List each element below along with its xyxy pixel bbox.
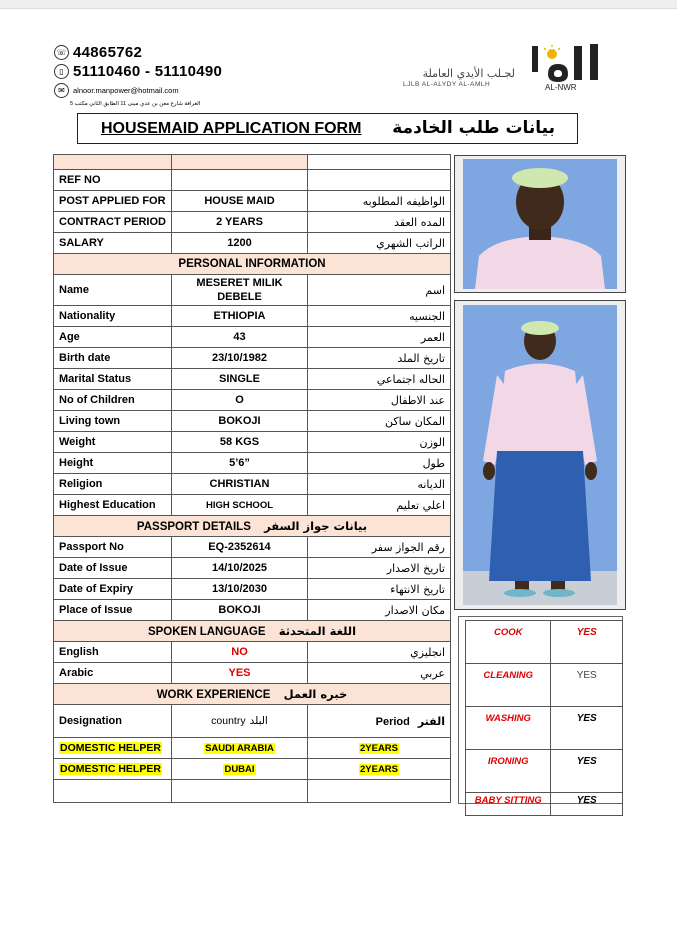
work-1-country: SAUDI ARABIA — [205, 742, 274, 754]
passport-heading-arabic: بيانات جواز السفر — [264, 519, 368, 533]
salary-value: 1200 — [172, 233, 308, 254]
skill-cleaning-value: YES — [551, 664, 623, 707]
row-work-1 — [54, 738, 451, 759]
education-label: Highest Education — [54, 495, 172, 516]
children-arabic: عند الاطفال — [308, 390, 451, 411]
row-religion — [54, 474, 451, 495]
contact-block — [54, 43, 222, 107]
passport-no-value: EQ-2352614 — [172, 537, 308, 558]
skill-baby-sitting-label: BABY SITTING — [466, 793, 551, 816]
nationality-arabic: الجنسيه — [308, 306, 451, 327]
work-heading-english: WORK EXPERIENCE — [156, 689, 271, 701]
email: alnoor.manpower@hotmail.com — [73, 86, 179, 95]
row-living-town — [54, 411, 451, 432]
education-value: HIGH SCHOOL — [172, 495, 308, 516]
address: الغرافة شارع معن بن عدي مبنى 11 الطابق الثاني مكتب 5 — [70, 101, 201, 107]
form-title-english: HOUSEMAID APPLICATION FORM — [101, 120, 362, 137]
issue-date-value: 14/10/2025 — [172, 558, 308, 579]
portrait-photo — [454, 155, 626, 293]
ref-no-arabic — [308, 170, 451, 191]
logo-english-text: LJLB AL-ALYDY AL-AMLH — [403, 81, 491, 88]
row-contract-period — [54, 212, 451, 233]
name-arabic: اسم — [308, 275, 451, 306]
application-table — [53, 154, 451, 803]
row-no-of-children — [54, 390, 451, 411]
skills-table — [465, 620, 623, 816]
row-work-2 — [54, 759, 451, 780]
post-applied-value: HOUSE MAID — [172, 191, 308, 212]
work-2-designation: DOMESTIC HELPER — [60, 763, 161, 775]
row-date-of-expiry — [54, 579, 451, 600]
section-personal-information — [54, 254, 451, 275]
work-2-period: 2YEARS — [359, 763, 398, 775]
ref-no-label: REF NO — [54, 170, 172, 191]
header-strip-row — [54, 155, 451, 170]
section-work-experience — [54, 684, 451, 705]
nationality-label: Nationality — [54, 306, 172, 327]
skill-row-cook — [466, 621, 623, 664]
expiry-date-arabic: تاريخ الانتهاء — [308, 579, 451, 600]
birth-date-arabic: تاريخ الملد — [308, 348, 451, 369]
age-value: 43 — [172, 327, 308, 348]
marital-status-value: SINGLE — [172, 369, 308, 390]
skill-row-cleaning — [466, 664, 623, 707]
marital-status-arabic: الحاله اجتماعي — [308, 369, 451, 390]
issue-date-label: Date of Issue — [54, 558, 172, 579]
period-column-label: Period — [375, 715, 410, 728]
post-applied-label: POST APPLIED FOR — [54, 191, 172, 212]
logo-arabic-text: لجـلب الأيدي العاملة — [422, 67, 515, 80]
period-column-arabic: الفتر — [417, 714, 445, 728]
birth-date-value: 23/10/1982 — [172, 348, 308, 369]
row-nationality — [54, 306, 451, 327]
personal-information-heading: PERSONAL INFORMATION — [54, 254, 451, 275]
children-label: No of Children — [54, 390, 172, 411]
phone-2: 51110460 - 51110490 — [73, 63, 223, 80]
phone-1: 44865762 — [73, 44, 143, 61]
logo-mark-icon — [518, 44, 608, 84]
religion-label: Religion — [54, 474, 172, 495]
row-height — [54, 453, 451, 474]
phone-row-1 — [54, 43, 222, 62]
arabic-value: YES — [172, 663, 308, 684]
name-value: MESERET MILIK DEBELE — [172, 275, 308, 306]
country-column-label: country — [211, 715, 246, 727]
place-of-issue-value: BOKOJI — [172, 600, 308, 621]
row-birth-date — [54, 348, 451, 369]
row-weight — [54, 432, 451, 453]
contract-period-arabic: المده العقد — [308, 212, 451, 233]
english-arabic: انجليزي — [308, 642, 451, 663]
row-post-applied — [54, 191, 451, 212]
arabic-label: Arabic — [54, 663, 172, 684]
mobile-icon: ▯ — [54, 64, 69, 79]
weight-value: 58 KGS — [172, 432, 308, 453]
row-work-columns — [54, 705, 451, 738]
place-of-issue-arabic: مكان الاصدار — [308, 600, 451, 621]
salary-arabic: الراتب الشهري — [308, 233, 451, 254]
name-label: Name — [54, 275, 172, 306]
email-icon: ✉ — [54, 83, 69, 98]
work-2-country: DUBAI — [224, 763, 255, 775]
country-column-arabic: البلد — [249, 715, 268, 727]
skill-ironing-value: YES — [551, 750, 623, 793]
skill-washing-label: WASHING — [466, 707, 551, 750]
living-town-arabic: المكان ساكن — [308, 411, 451, 432]
height-arabic: طول — [308, 453, 451, 474]
row-ref-no — [54, 170, 451, 191]
salary-label: SALARY — [54, 233, 172, 254]
row-arabic — [54, 663, 451, 684]
education-arabic: اعلي تعليم — [308, 495, 451, 516]
designation-column-label: Designation — [54, 705, 172, 738]
work-1-designation: DOMESTIC HELPER — [60, 742, 161, 754]
row-passport-no — [54, 537, 451, 558]
place-of-issue-label: Place of Issue — [54, 600, 172, 621]
contract-period-value: 2 YEARS — [172, 212, 308, 233]
page-top-border — [0, 0, 677, 9]
skill-washing-value: YES — [551, 707, 623, 750]
row-salary — [54, 233, 451, 254]
skill-cook-label: COOK — [466, 621, 551, 664]
language-heading-english: SPOKEN LANGUAGE — [147, 626, 266, 638]
form-title-box — [77, 113, 578, 144]
work-heading-arabic: خبره العمل — [283, 687, 348, 701]
religion-value: CHRISTIAN — [172, 474, 308, 495]
email-row — [54, 81, 222, 100]
english-label: English — [54, 642, 172, 663]
nationality-value: ETHIOPIA — [172, 306, 308, 327]
living-town-value: BOKOJI — [172, 411, 308, 432]
row-highest-education — [54, 495, 451, 516]
row-name — [54, 275, 451, 306]
height-label: Height — [54, 453, 172, 474]
age-arabic: العمر — [308, 327, 451, 348]
skill-row-baby-sitting — [466, 793, 623, 816]
phone-row-2 — [54, 62, 222, 81]
row-place-of-issue — [54, 600, 451, 621]
weight-label: Weight — [54, 432, 172, 453]
passport-no-label: Passport No — [54, 537, 172, 558]
row-english — [54, 642, 451, 663]
contract-period-label: CONTRACT PERIOD — [54, 212, 172, 233]
passport-no-arabic: رقم الجواز سفر — [308, 537, 451, 558]
children-value: O — [172, 390, 308, 411]
section-passport-details — [54, 516, 451, 537]
arabic-arabic: عربي — [308, 663, 451, 684]
row-date-of-issue — [54, 558, 451, 579]
section-spoken-language — [54, 621, 451, 642]
marital-status-label: Marital Status — [54, 369, 172, 390]
row-age — [54, 327, 451, 348]
expiry-date-value: 13/10/2030 — [172, 579, 308, 600]
company-logo — [400, 42, 610, 94]
skill-cook-value: YES — [551, 621, 623, 664]
skill-row-ironing — [466, 750, 623, 793]
age-label: Age — [54, 327, 172, 348]
passport-heading-english: PASSPORT DETAILS — [136, 521, 251, 533]
living-town-label: Living town — [54, 411, 172, 432]
birth-date-label: Birth date — [54, 348, 172, 369]
portrait-photo-image — [455, 156, 625, 292]
language-heading-arabic: اللغة المتحدثة — [278, 624, 357, 638]
logo-name: AL-NWR — [545, 83, 577, 92]
religion-arabic: الديانه — [308, 474, 451, 495]
row-marital-status — [54, 369, 451, 390]
skill-cleaning-label: CLEANING — [466, 664, 551, 707]
full-body-photo-image — [455, 301, 625, 609]
weight-arabic: الوزن — [308, 432, 451, 453]
row-work-empty — [54, 780, 451, 803]
height-value: 5’6” — [172, 453, 308, 474]
form-title-arabic: بيانات طلب الخادمة — [392, 118, 555, 138]
ref-no-value — [172, 170, 308, 191]
skill-baby-sitting-value: YES — [551, 793, 623, 816]
phone-icon: ☏ — [54, 45, 69, 60]
skill-row-washing — [466, 707, 623, 750]
work-1-period: 2YEARS — [359, 742, 398, 754]
skill-ironing-label: IRONING — [466, 750, 551, 793]
english-value: NO — [172, 642, 308, 663]
post-applied-arabic: الواظيفه المطلوبه — [308, 191, 451, 212]
issue-date-arabic: تاريخ الاصدار — [308, 558, 451, 579]
full-body-photo — [454, 300, 626, 610]
expiry-date-label: Date of Expiry — [54, 579, 172, 600]
